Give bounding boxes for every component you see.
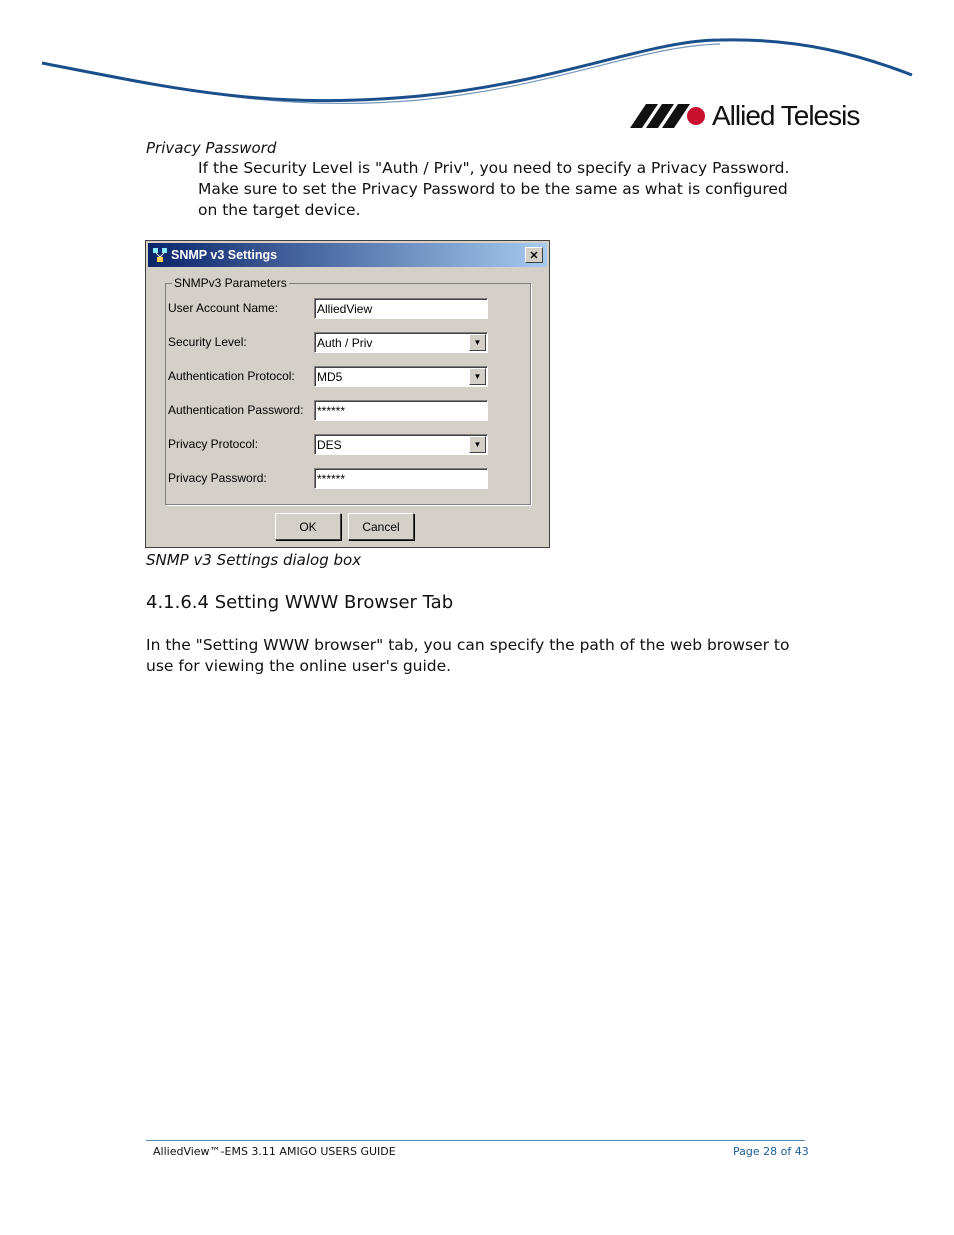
chevron-down-icon[interactable]: ▼: [469, 436, 486, 453]
authentication-protocol-select[interactable]: MD5 ▼: [314, 366, 488, 387]
privacy-protocol-label: Privacy Protocol:: [168, 437, 259, 451]
authentication-protocol-label: Authentication Protocol:: [168, 369, 295, 383]
privacy-protocol-row: [168, 433, 488, 455]
authentication-password-input[interactable]: ******: [314, 400, 488, 421]
security-level-select[interactable]: Auth / Priv ▼: [314, 332, 488, 353]
network-icon: [152, 247, 168, 263]
figure-caption: SNMP v3 Settings dialog box: [146, 551, 362, 569]
chevron-down-icon[interactable]: ▼: [469, 334, 486, 351]
footer-divider: [146, 1140, 805, 1141]
group-title: SNMPv3 Parameters: [174, 276, 287, 290]
user-account-row: [168, 297, 488, 319]
snmp-v3-settings-dialog: [145, 240, 550, 548]
ok-button[interactable]: OK: [275, 513, 341, 540]
close-button[interactable]: ✕: [525, 247, 543, 263]
logo-mark-icon: [630, 104, 706, 128]
authentication-password-label: Authentication Password:: [168, 403, 304, 417]
section-body: In the "Setting WWW browser" tab, you can specify the path of the web browser to use for viewing the online user's guide.: [146, 636, 790, 675]
allied-telesis-logo: [630, 100, 859, 132]
privacy-protocol-select[interactable]: DES ▼: [314, 434, 488, 455]
privacy-password-field-label: Privacy Password:: [168, 471, 267, 485]
page-number: Page 28 of 43: [733, 1145, 809, 1158]
section-heading: 4.1.6.4 Setting WWW Browser Tab: [146, 592, 454, 613]
privacy-password-description: If the Security Level is "Auth / Priv", you need to specify a Privacy Password. Make sure to set the Privacy Password to be the same as what is configured on the target device.: [198, 159, 790, 219]
chevron-down-icon[interactable]: ▼: [469, 368, 486, 385]
security-level-row: [168, 331, 488, 353]
header-swoosh: [0, 0, 954, 115]
privacy-password-input[interactable]: ******: [314, 468, 488, 489]
security-level-label: Security Level:: [168, 335, 247, 349]
auth-protocol-row: [168, 365, 488, 387]
dialog-titlebar[interactable]: [148, 243, 547, 267]
auth-password-row: [168, 399, 488, 421]
privacy-password-row: [168, 467, 488, 489]
logo-wordmark: Allied Telesis: [712, 100, 860, 131]
user-account-name-input[interactable]: AlliedView: [314, 298, 488, 319]
user-account-name-label: User Account Name:: [168, 301, 279, 315]
privacy-password-label: Privacy Password: [146, 139, 277, 157]
footer-title: AlliedView™-EMS 3.11 AMIGO USERS GUIDE: [153, 1145, 396, 1158]
dialog-title: SNMP v3 Settings: [171, 248, 278, 262]
cancel-button[interactable]: Cancel: [348, 513, 414, 540]
